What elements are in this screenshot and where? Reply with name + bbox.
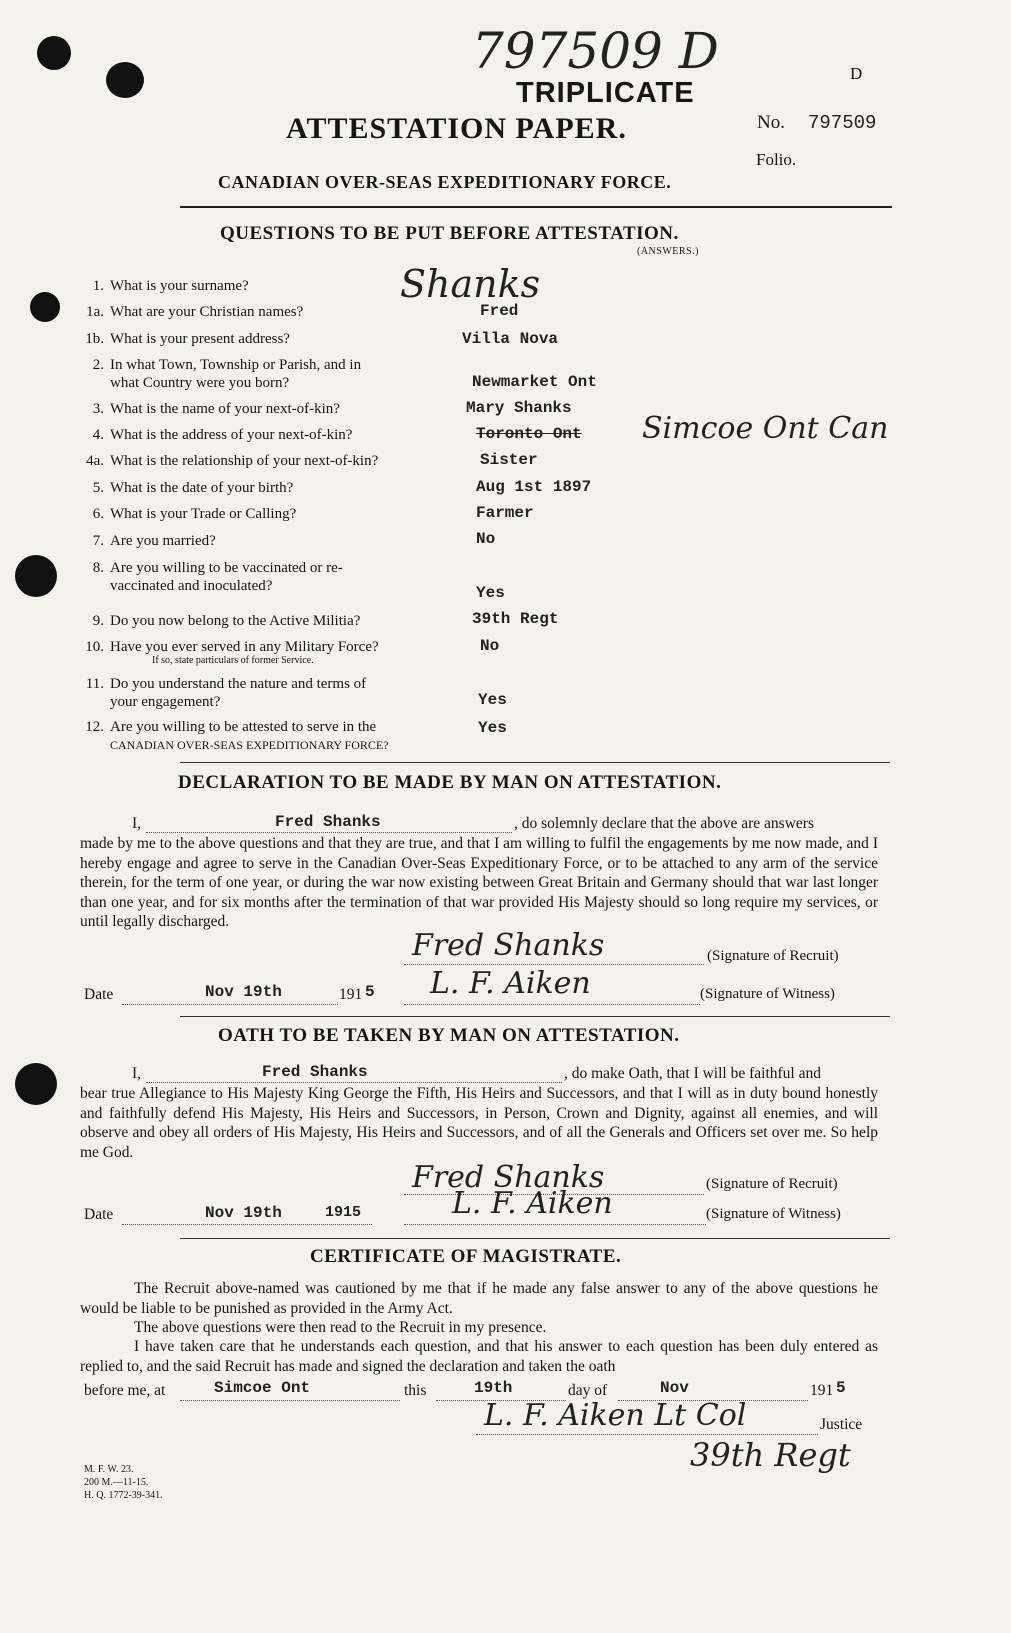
question-4a: 4a. What is the relationship of your next-of-kin? <box>86 453 379 469</box>
certificate-this-label: this <box>404 1382 427 1399</box>
question-1: 1. What is your surname? <box>92 278 249 294</box>
header-rule <box>180 206 892 208</box>
certificate-place: Simcoe Ont <box>214 1379 311 1397</box>
oath-pronoun: I, <box>132 1065 142 1082</box>
question-1b: 1b. What is your present address? <box>85 331 290 347</box>
date-line <box>122 1224 372 1225</box>
triplicate-stamp: TRIPLICATE <box>516 77 695 109</box>
answer-present-address: Villa Nova <box>462 330 559 348</box>
witness-line <box>404 1224 706 1225</box>
answers-label: (ANSWERS.) <box>637 246 699 257</box>
punch-hole <box>106 62 144 98</box>
question-11: 11. Do you understand the nature and terms of your engagement? <box>85 676 367 710</box>
declaration-recruit-signature: Fred Shanks <box>412 928 605 963</box>
regiment-note: 39th Regt <box>690 1436 851 1474</box>
folio-label: Folio. <box>756 150 797 169</box>
answer-kin-address-struck: Toronto Ont <box>476 425 582 443</box>
oath-recruit-label: (Signature of Recruit) <box>706 1176 838 1192</box>
question-10-note: If so, state particulars of former Service. <box>152 655 314 666</box>
punch-hole <box>30 292 60 322</box>
date-line <box>122 1004 338 1005</box>
magistrate-line <box>476 1434 818 1435</box>
number-label: No. <box>757 112 785 133</box>
question-7: 7. Are you married? <box>92 533 216 549</box>
question-2: 2. In what Town, Township or Parish, and in what Country were you born? <box>92 357 362 391</box>
question-6: 6. What is your Trade or Calling? <box>92 506 297 522</box>
declaration-heading: DECLARATION TO BE MADE BY MAN ON ATTESTATION. <box>178 772 722 793</box>
answer-married: No <box>476 530 496 548</box>
certificate-para-1: The Recruit above-named was cautioned by me that if he made any false answer to any of the above questions he would be liable to be punished as provided in the Army Act. <box>80 1280 878 1317</box>
punch-hole <box>37 36 71 70</box>
declaration-intro: , do solemnly declare that the above are answers <box>514 815 814 832</box>
question-5: 5. What is the date of your birth? <box>92 480 294 496</box>
answer-birth-date: Aug 1st 1897 <box>476 478 592 496</box>
punch-hole <box>15 1063 57 1105</box>
oath-witness-label: (Signature of Witness) <box>706 1206 841 1222</box>
certificate-year-suffix: 5 <box>836 1379 846 1397</box>
form-code: M. F. W. 23. 200 M.—11-15. H. Q. 1772-39-341. <box>84 1464 163 1501</box>
page-subtitle: CANADIAN OVER-SEAS EXPEDITIONARY FORCE. <box>218 172 672 192</box>
answer-relationship: Sister <box>480 451 538 469</box>
answer-willing: Yes <box>478 719 507 737</box>
recruit-signature-label: (Signature of Recruit) <box>707 948 839 964</box>
answer-kin-address-added: Simcoe Ont Can <box>642 411 889 446</box>
question-3: 3. What is the name of your next-of-kin? <box>92 401 340 417</box>
magistrate-signature: L. F. Aiken Lt Col <box>484 1398 747 1433</box>
oath-name-line <box>146 1082 562 1083</box>
oath-name: Fred Shanks <box>262 1063 368 1081</box>
declaration-date: Nov 19th <box>205 983 282 1001</box>
declaration-date-label: Date <box>84 986 114 1003</box>
answer-surname: Shanks <box>400 262 541 306</box>
certificate-before-me: before me, at <box>84 1382 166 1399</box>
answer-birthplace: Newmarket Ont <box>472 373 597 391</box>
corner-mark: D <box>850 64 863 83</box>
signature-line <box>404 964 704 965</box>
questions-rule <box>180 762 890 763</box>
questions-heading: QUESTIONS TO BE PUT BEFORE ATTESTATION. <box>220 223 679 244</box>
certificate-heading: CERTIFICATE OF MAGISTRATE. <box>310 1246 622 1267</box>
declaration-pronoun: I, <box>132 815 142 832</box>
answer-trade: Farmer <box>476 504 534 522</box>
question-10: 10. Have you ever served in any Military Force? <box>85 639 379 655</box>
oath-date-label: Date <box>84 1206 114 1223</box>
question-12: 12. Are you willing to be attested to serve in the CANADIAN OVER-SEAS EXPEDITIONARY FORCE? <box>85 719 389 752</box>
declaration-year-prefix: 191 <box>339 986 363 1003</box>
certificate-month: Nov <box>660 1379 689 1397</box>
punch-hole <box>15 555 57 597</box>
certificate-day: 19th <box>474 1379 513 1397</box>
oath-witness-signature: L. F. Aiken <box>452 1186 613 1221</box>
declaration-name-line <box>146 832 512 833</box>
answer-next-of-kin: Mary Shanks <box>466 399 572 417</box>
declaration-body: made by me to the above questions and that they are true, and that I am willing to fulfil the engagements by me now made, and I hereby engage and agree to serve in the Canadian Over-Seas Expeditionary Force, or to be attached to any arm of the service therein, for the term of one year, or during the war now existing between Great Britain and Germany should that war last longer than one year, and for six months after the termination of that war provided His Majesty should so long require my services, or until legally discharged. <box>80 835 878 930</box>
oath-intro: , do make Oath, that I will be faithful and <box>564 1065 821 1082</box>
certificate-day-of-label: day of <box>568 1382 608 1399</box>
answer-vaccinated: Yes <box>476 584 505 602</box>
declaration-witness-signature: L. F. Aiken <box>430 966 591 1001</box>
question-9: 9. Do you now belong to the Active Militia? <box>92 613 361 629</box>
certificate-para-3: I have taken care that he understands each question, and that his answer to each question has been duly entered as replied to, and the said Recruit has made and signed the declaration and taken the oath <box>80 1338 878 1375</box>
oath-heading: OATH TO BE TAKEN BY MAN ON ATTESTATION. <box>218 1025 680 1046</box>
answer-served: No <box>480 637 500 655</box>
question-8: 8. Are you willing to be vaccinated or re- vaccinated and inoculated? <box>92 560 343 594</box>
question-1a: 1a. What are your Christian names? <box>86 304 304 320</box>
oath-rule <box>180 1238 890 1239</box>
oath-year: 1915 <box>325 1204 362 1221</box>
page-title: ATTESTATION PAPER. <box>286 112 627 145</box>
number-value: 797509 <box>808 112 877 134</box>
declaration-name: Fred Shanks <box>275 813 381 831</box>
oath-body: bear true Allegiance to His Majesty King George the Fifth, His Heirs and Successors, and that I will as in duty bound honestly and faithfully defend His Majesty, His Heirs and Successors, in Person, Crown and Dignity, against all enemies, and will observe and obey all orders of His Majesty, His Heirs and Successors, and of all the Generals and Officers set over me. So help me God. <box>80 1085 878 1161</box>
certificate-para-2: The above questions were then read to the Recruit in my presence. <box>134 1319 547 1336</box>
question-4: 4. What is the address of your next-of-kin? <box>92 427 353 443</box>
certificate-year-prefix: 191 <box>810 1382 834 1399</box>
witness-line <box>404 1004 700 1005</box>
place-line <box>180 1400 400 1401</box>
handwritten-file-number: 797509 D <box>472 22 719 80</box>
witness-signature-label: (Signature of Witness) <box>700 986 835 1002</box>
declaration-year-suffix: 5 <box>365 983 375 1001</box>
answer-militia: 39th Regt <box>472 610 559 628</box>
justice-label: Justice <box>820 1416 863 1433</box>
declaration-rule <box>180 1016 890 1017</box>
oath-date: Nov 19th <box>205 1204 282 1222</box>
answer-understand: Yes <box>478 691 507 709</box>
oath-recruit-signature: Fred Shanks <box>412 1160 605 1195</box>
answer-christian-names: Fred <box>480 302 519 320</box>
